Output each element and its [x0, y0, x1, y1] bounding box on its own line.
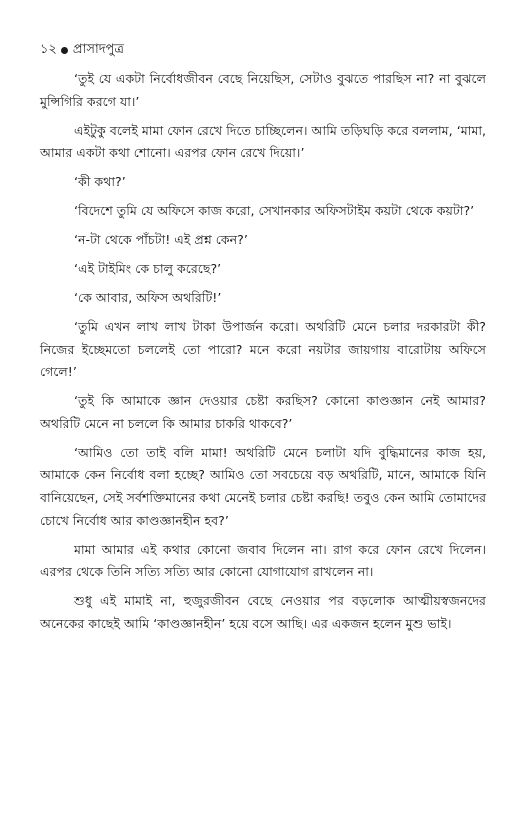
book-title: প্রাসাদপুত্র	[72, 42, 124, 57]
paragraph: ‘তুই কি আমাকে জ্ঞান দেওয়ার চেষ্টা করছিস? কোনো কাণ্ডজ্ঞান নেই আমার? অথরিটি মেনে না চললে কি আমার চাকরি থাকবে?’	[40, 393, 486, 431]
paragraph: ‘ন-টা থেকে পাঁচটা! এই প্রশ্ন কেন?’	[74, 232, 248, 248]
paragraph: ‘বিদেশে তুমি যে অফিসে কাজ করো, সেখানকার অফিসটাইম কয়টা থেকে কয়টা?’	[74, 203, 475, 219]
paragraph: ‘কী কথা?’	[74, 174, 126, 190]
paragraph: ‘আমিও তো তাই বলি মামা! অথরিটি মেনে চলাটা যদি বুদ্ধিমানের কাজ হয়, আমাকে কেন নির্বোধ বলা হচ্ছে? আমিও তো সবচেয়ে বড় অথরিটি, মানে, আমাকে যিনি বানিয়েছেন, সেই সর্বশক্তিমানের কথা মেনেই চলার চেষ্টা করছি! তবুও কেন আমি তোমাদের চোখে নির্বোধ আর কাণ্ডজ্ঞানহীন হব?’	[40, 444, 486, 528]
paragraph: ‘এই টাইমিং কে চালু করেছে?’	[74, 261, 222, 277]
paragraph: ‘তুমি এখন লাখ লাখ টাকা উপার্জন করো। অথরিটি মেনে চলার দরকারটা কী? নিজের ইচ্ছেমতো চললেই তো পারো? মনে করো নয়টার জায়গায় বারোটায় অফিসে গেলে!’	[40, 319, 486, 380]
paragraph: মামা আমার এই কথার কোনো জবাব দিলেন না। রাগ করে ফোন রেখে দিলেন। এরপর থেকে তিনি সত্যি সত্যি আর কোনো যোগাযোগ রাখলেন না।	[40, 541, 486, 580]
page-number: ১২	[40, 42, 57, 57]
body-text	[40, 68, 486, 642]
paragraph: শুধু এই মামাই না, হুজুরজীবন বেছে নেওয়ার পর বড়লোক আত্মীয়স্বজনদের অনেকের কাছেই আমি ‘কাণ্ডজ্ঞানহীন’ হয়ে বসে আছি। এর একজন হলেন মুশু ভাই।	[40, 593, 486, 631]
paragraph: ‘কে আবার, অফিস অথরিটি!’	[74, 290, 222, 306]
running-head	[40, 40, 124, 60]
paragraph: এইটুকু বলেই মামা ফোন রেখে দিতে চাচ্ছিলেন। আমি তড়িঘড়ি করে বললাম, ‘মামা, আমার একটা কথা শোনো। এরপর ফোন রেখে দিয়ো।’	[40, 122, 486, 161]
paragraph: ‘তুই যে একটা নির্বোধজীবন বেছে নিয়েছিস, সেটাও বুঝতে পারছিস না? না বুঝলে মুন্সিগিরি করগে যা।’	[40, 71, 486, 109]
bullet-icon	[61, 47, 68, 54]
